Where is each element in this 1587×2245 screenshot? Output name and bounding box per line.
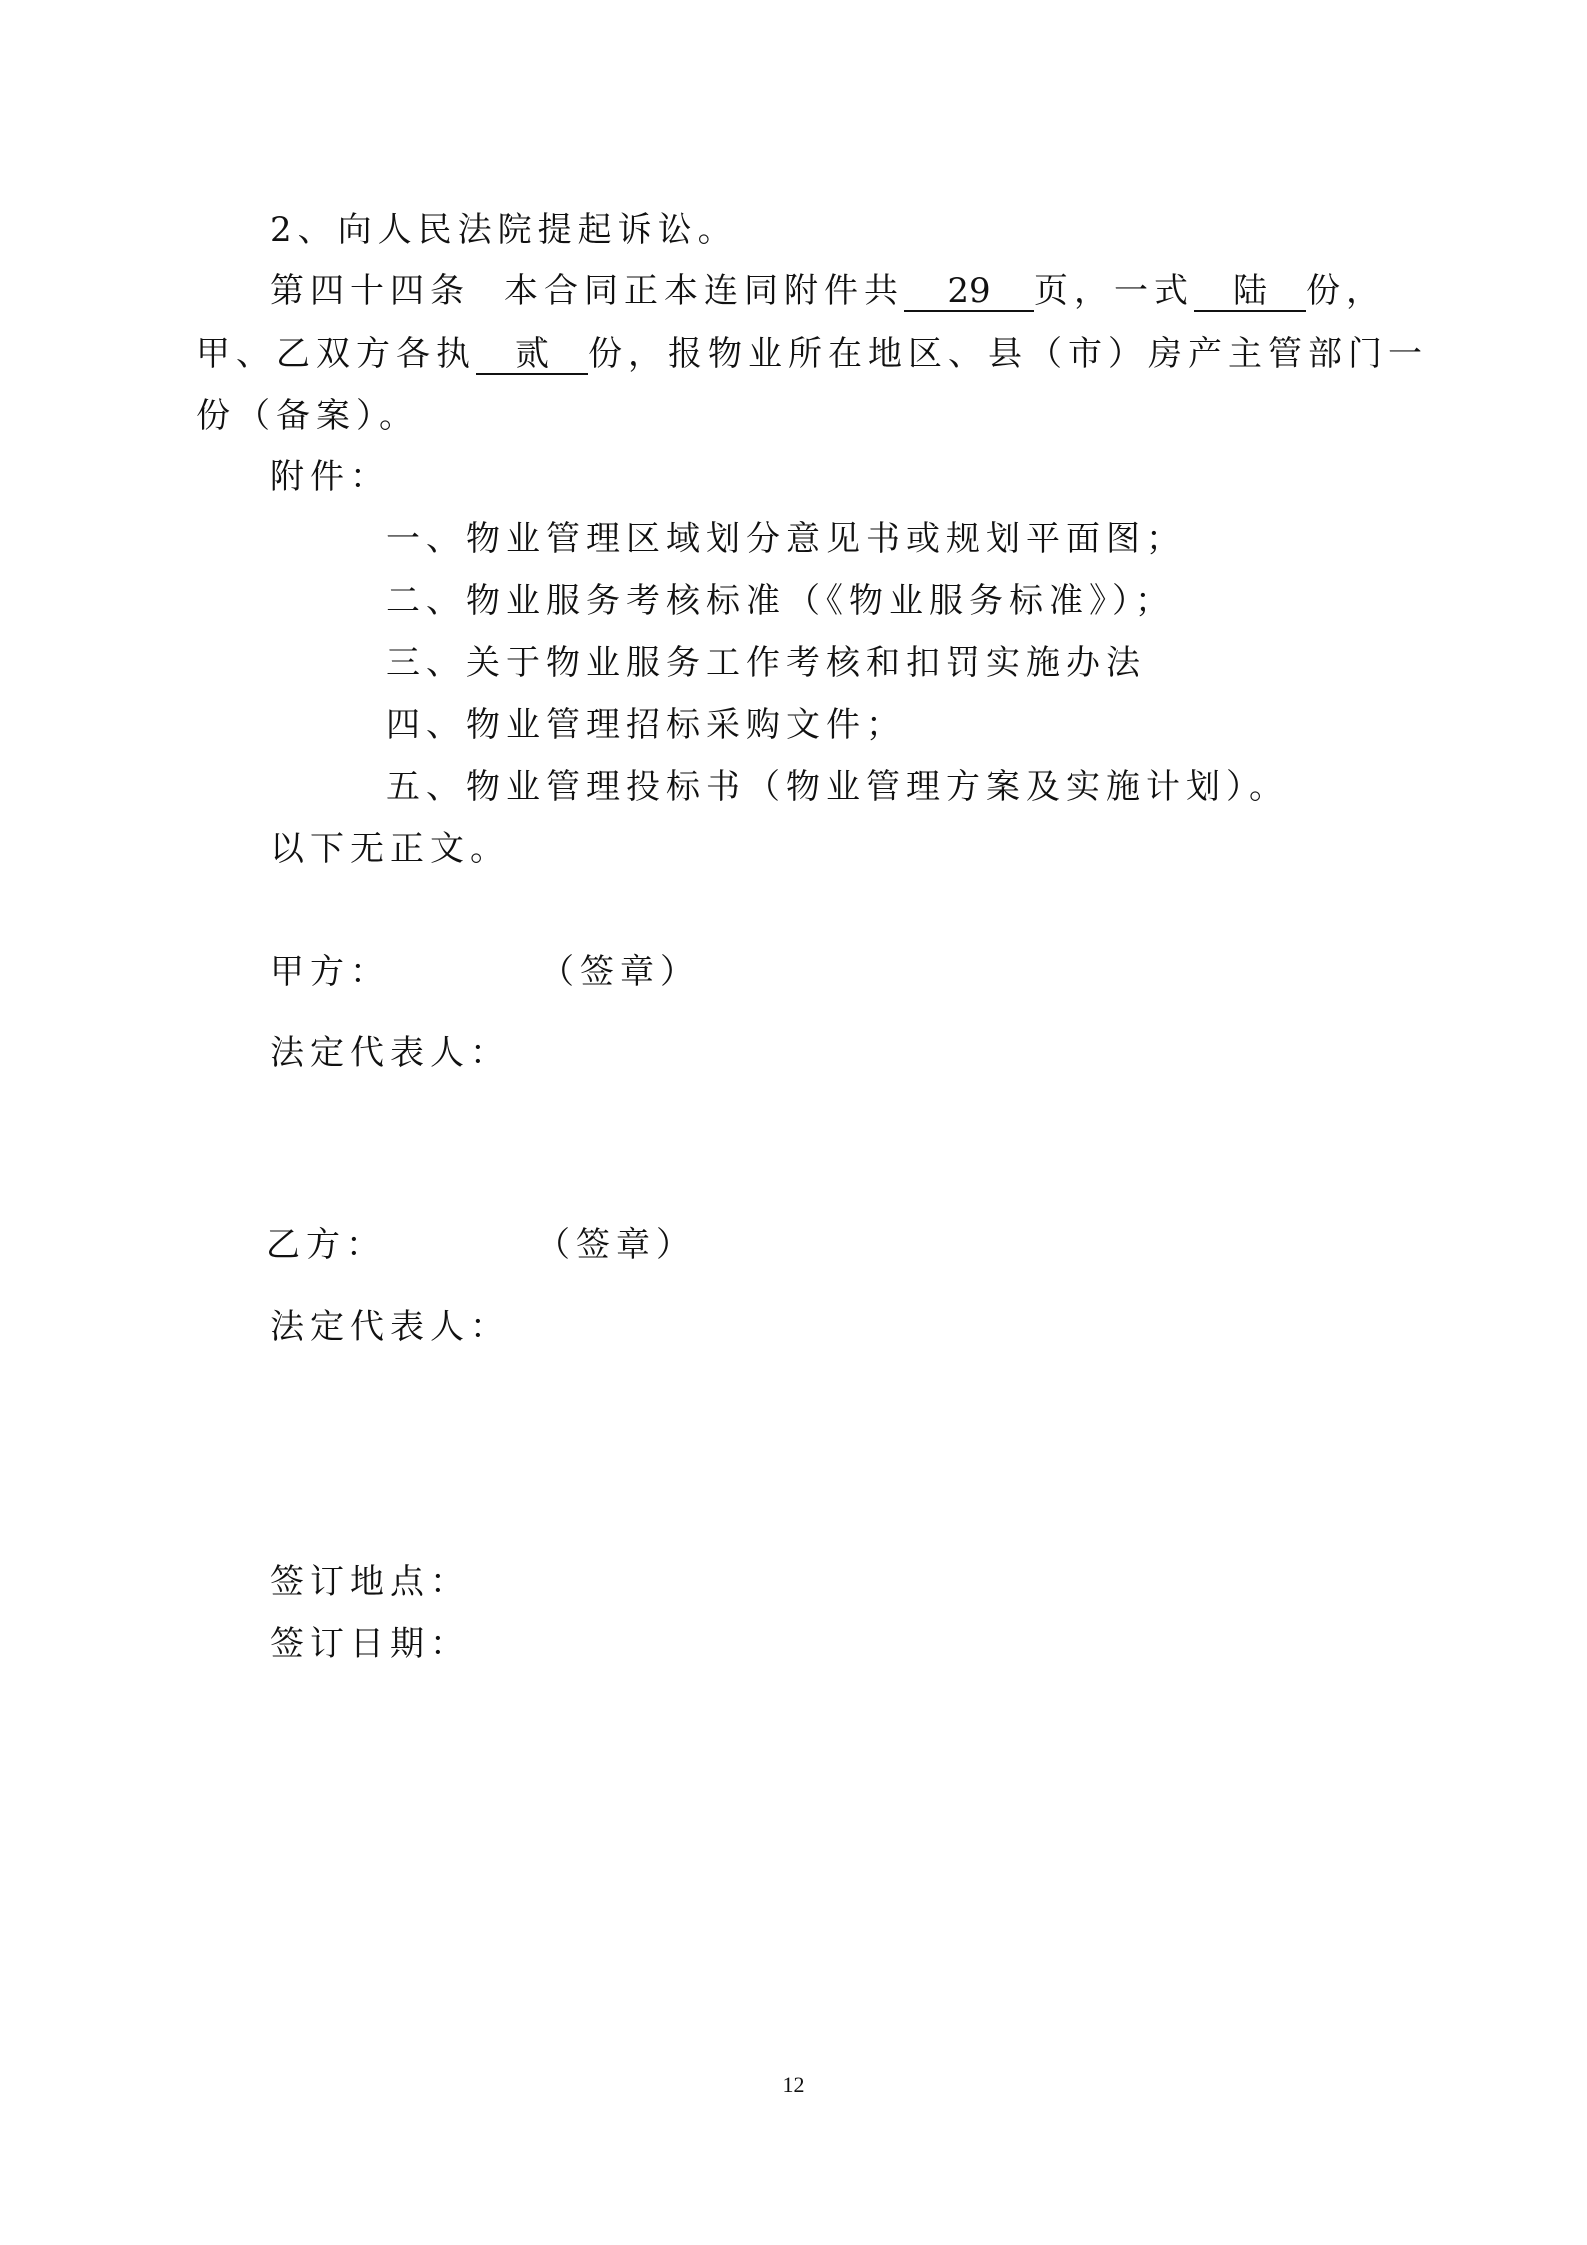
- article44-label: 第四十四条: [270, 271, 470, 311]
- article44-line3-text: 份（备案）。: [196, 396, 419, 436]
- attachments-heading: [270, 457, 390, 497]
- copies-count-field: 陆: [1194, 274, 1306, 312]
- attachments-heading-text: 附件：: [270, 457, 390, 497]
- party-a-label: 甲方：: [270, 952, 390, 992]
- party-a-rep-label: 法定代表人：: [270, 1033, 510, 1073]
- each-party-count-field: 贰: [476, 337, 588, 375]
- party-b-representative: [270, 1307, 510, 1347]
- party-a-line: [270, 952, 700, 992]
- litigation-line: [270, 210, 738, 250]
- end-of-text: [270, 829, 510, 869]
- article44-text-a: 本合同正本连同附件共: [504, 271, 904, 311]
- party-b-rep-label: 法定代表人：: [270, 1307, 510, 1347]
- signing-place: [270, 1562, 470, 1602]
- party-a-representative: [270, 1033, 510, 1073]
- page-number: 12: [782, 2072, 805, 2097]
- attachment-item-text: 三、关于物业服务工作考核和扣罚实施办法: [386, 643, 1146, 683]
- party-b-line: [266, 1225, 696, 1265]
- end-of-text-label: 以下无正文。: [270, 829, 510, 869]
- attachment-item-text: 一、物业管理区域划分意见书或规划平面图；: [386, 519, 1186, 559]
- party-a-seal: （签章）: [540, 952, 700, 992]
- attachment-item-5: [386, 767, 1289, 807]
- article44-line2-b: 份，报物业所在地区、县（市）房产主管部门一: [588, 334, 1428, 374]
- signing-date: [270, 1624, 470, 1664]
- signing-date-label: 签订日期：: [270, 1624, 470, 1664]
- party-b-seal: （签章）: [536, 1225, 696, 1265]
- article44-line3: [196, 396, 419, 436]
- article44-text-b: 页，一式: [1034, 271, 1194, 311]
- litigation-text: 2、向人民法院提起诉讼。: [270, 210, 738, 250]
- attachment-item-text: 四、物业管理招标采购文件；: [386, 705, 906, 745]
- pages-count-field: 29: [904, 274, 1034, 312]
- attachment-item-2: [386, 581, 1175, 621]
- article44-line2: [196, 334, 1428, 375]
- attachment-item-text: 五、物业管理投标书（物业管理方案及实施计划）。: [386, 767, 1289, 807]
- party-b-label: 乙方：: [266, 1225, 386, 1265]
- article44-line1: [270, 271, 1386, 312]
- attachment-item-4: [386, 705, 906, 745]
- article44-text-c: 份，: [1306, 271, 1386, 311]
- attachment-item-3: [386, 643, 1146, 683]
- attachment-item-1: [386, 519, 1186, 559]
- article44-line2-a: 甲、乙双方各执: [196, 334, 476, 374]
- attachment-item-text: 二、物业服务考核标准（《物业服务标准》）；: [386, 581, 1175, 621]
- signing-place-label: 签订地点：: [270, 1562, 470, 1602]
